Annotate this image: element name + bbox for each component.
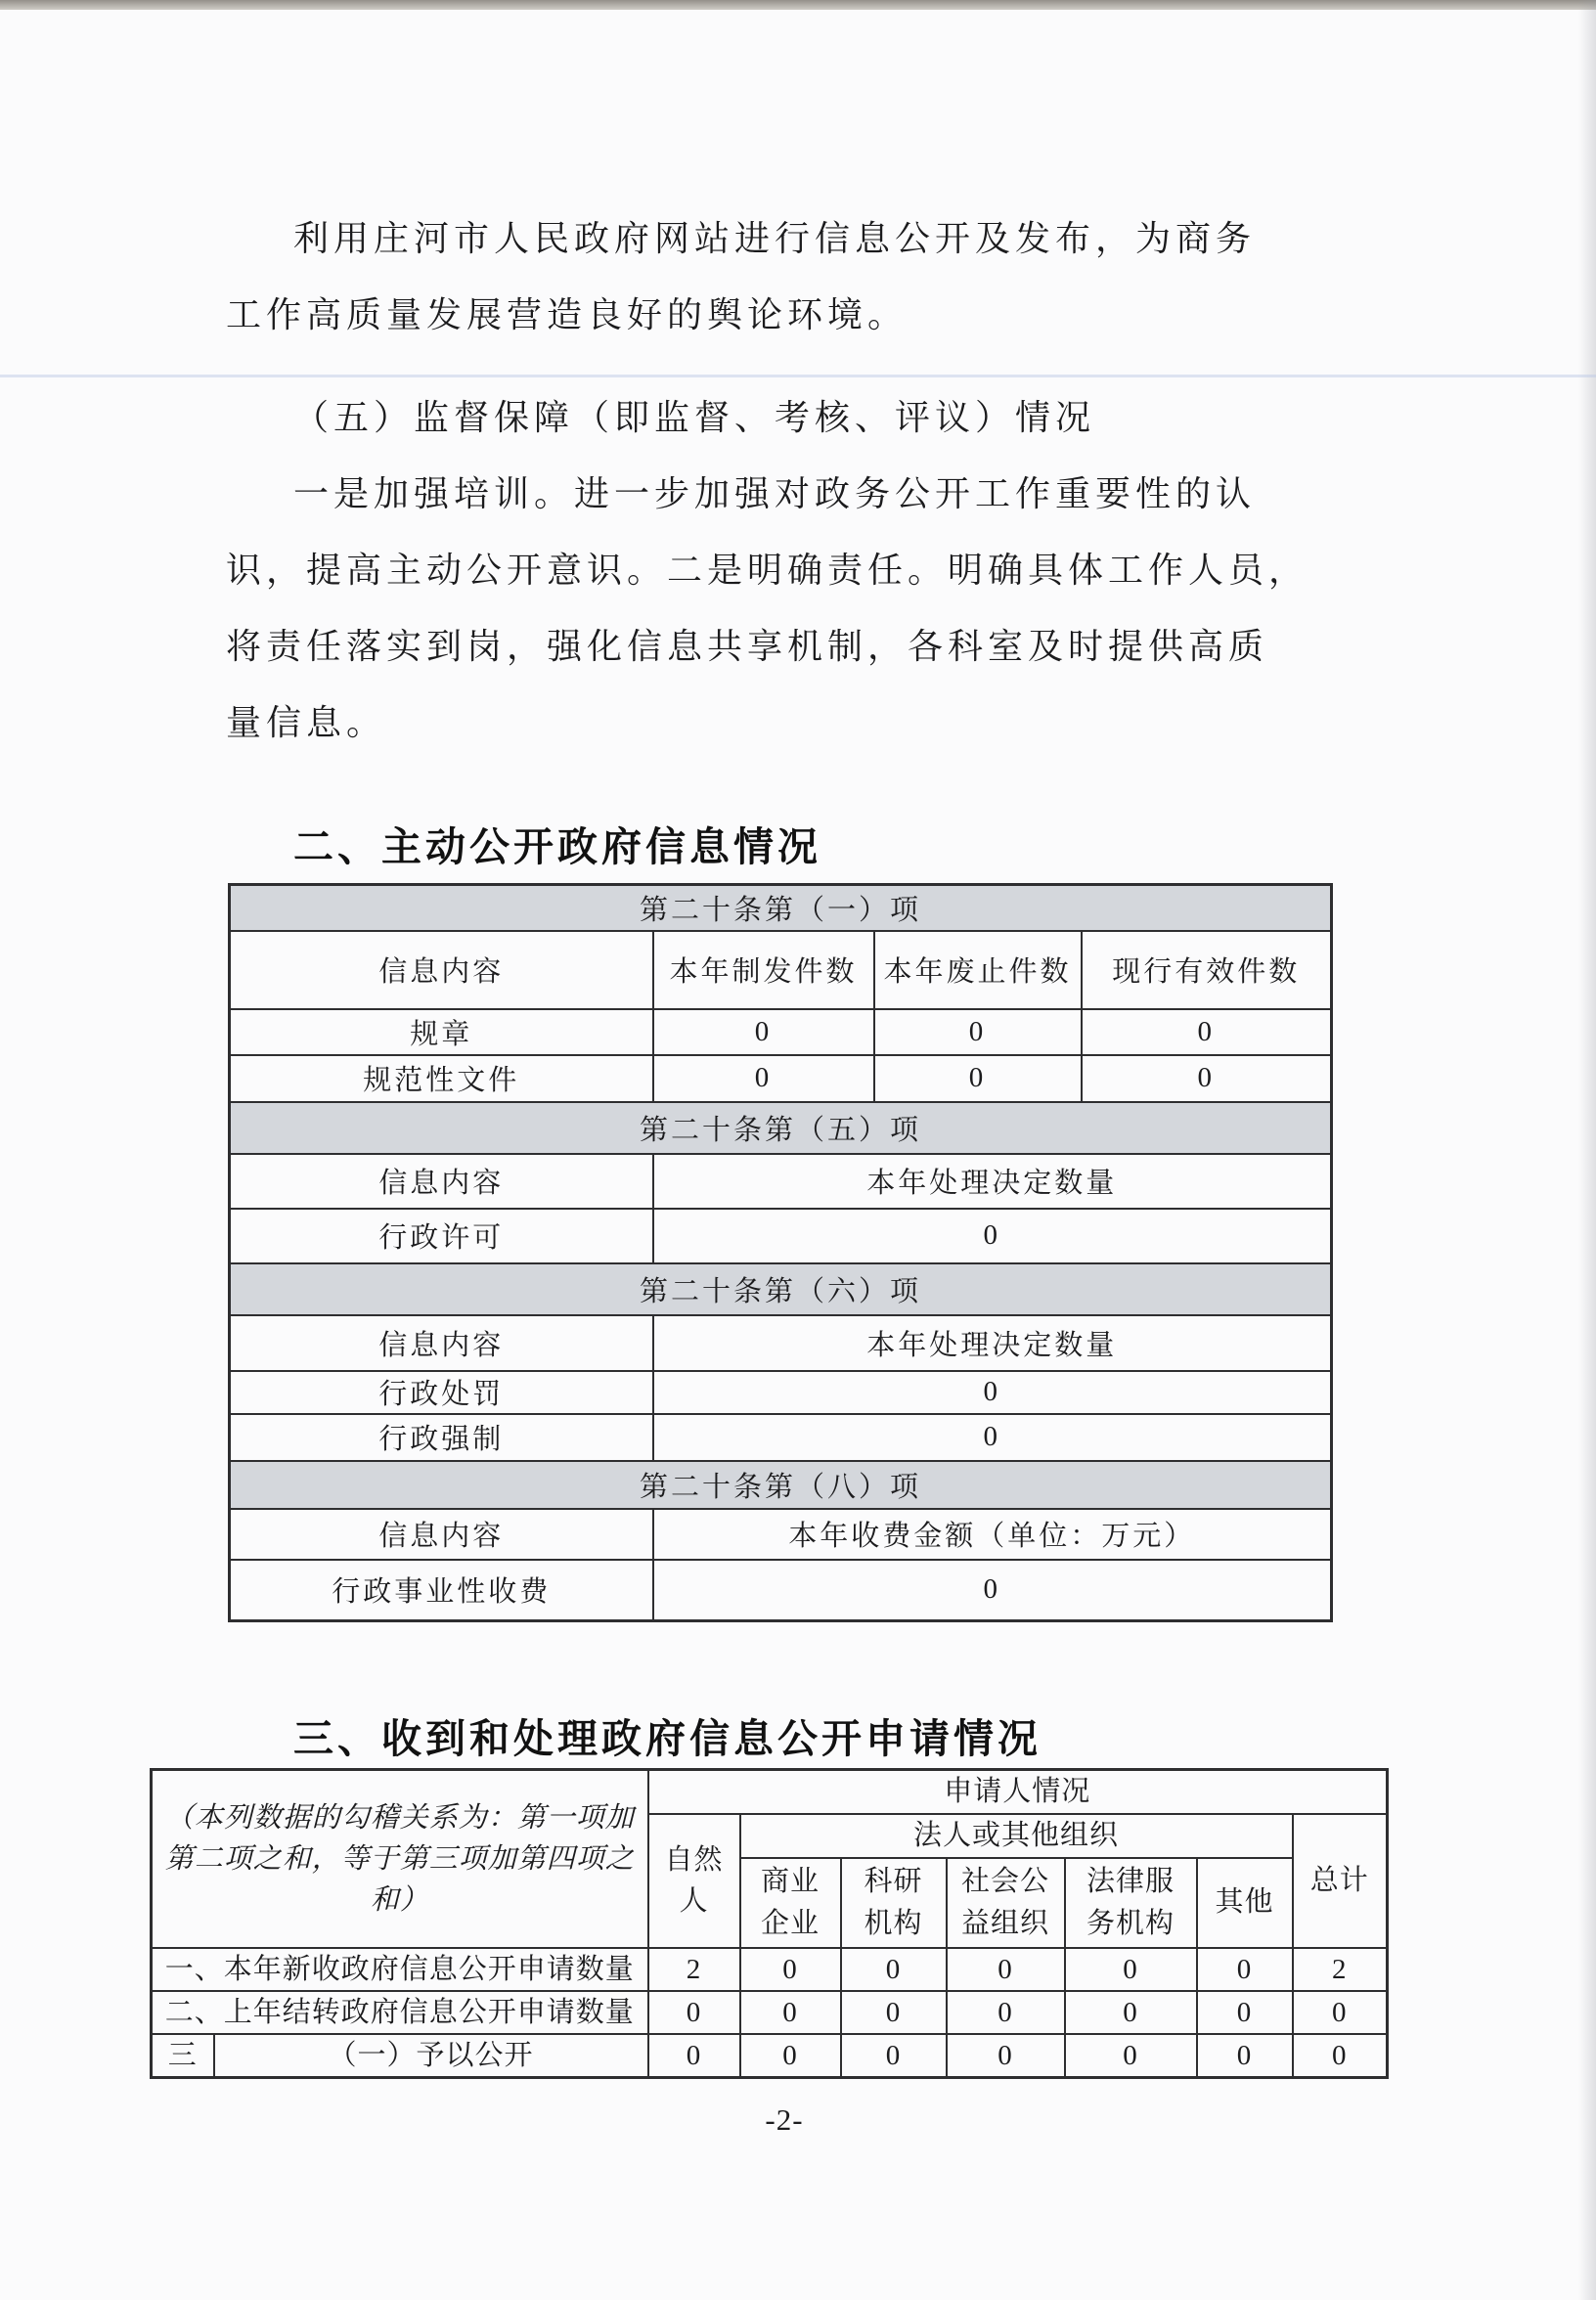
column-header: 本年制发件数 xyxy=(653,931,874,1009)
header-line: 商业 xyxy=(761,1866,820,1898)
table-row xyxy=(230,931,1332,1009)
table-row xyxy=(152,1770,1388,1814)
table-row xyxy=(230,1461,1332,1509)
value-cell: 0 xyxy=(653,1009,874,1055)
value-cell: 0 xyxy=(653,1055,874,1102)
header-line: 务机构 xyxy=(1086,1907,1175,1939)
table-row xyxy=(230,1315,1332,1371)
header-line: 自然 xyxy=(664,1843,724,1876)
row-label: 规范性文件 xyxy=(230,1055,653,1102)
table-row xyxy=(230,1102,1332,1154)
value-cell: 0 xyxy=(874,1055,1082,1102)
row-prefix: 三 xyxy=(152,2034,214,2078)
row-label: 二、上年结转政府信息公开申请数量 xyxy=(152,1991,648,2034)
value-cell: 0 xyxy=(841,2034,947,2078)
row-label: 行政许可 xyxy=(230,1209,653,1263)
table-row xyxy=(152,1948,1388,1991)
section3-heading: 三、收到和处理政府信息公开申请情况 xyxy=(293,1716,1042,1761)
column-header: 信息内容 xyxy=(230,1154,653,1209)
header-line: 机构 xyxy=(864,1907,923,1939)
row-label: 一、本年新收政府信息公开申请数量 xyxy=(152,1948,648,1991)
body-line: 一是加强培训。进一步加强对政务公开工作重要性的认 xyxy=(293,474,1257,513)
table-row xyxy=(230,1414,1332,1461)
table-row xyxy=(230,1154,1332,1209)
value-cell: 0 xyxy=(740,1991,841,2034)
value-cell: 0 xyxy=(947,1991,1065,2034)
value-cell: 0 xyxy=(1065,1991,1197,2034)
value-cell: 0 xyxy=(1065,2034,1197,2078)
body-line: 识，提高主动公开意识。二是明确责任。明确具体工作人员， xyxy=(226,551,1309,590)
column-header: 本年处理决定数量 xyxy=(653,1154,1332,1209)
value-cell: 0 xyxy=(947,1948,1065,1991)
column-header: 信息内容 xyxy=(230,1315,653,1371)
value-cell: 0 xyxy=(740,2034,841,2078)
row-label: 行政强制 xyxy=(230,1414,653,1461)
value-cell: 0 xyxy=(653,1560,1332,1621)
table-row xyxy=(230,1009,1332,1055)
scan-right-edge xyxy=(1578,0,1596,2300)
table-row xyxy=(230,1209,1332,1263)
table-row xyxy=(230,1263,1332,1315)
column-header: 信息内容 xyxy=(230,931,653,1009)
column-header xyxy=(740,1858,841,1948)
value-cell: 0 xyxy=(841,1948,947,1991)
note-cell xyxy=(152,1770,648,1948)
column-header: 本年收费金额（单位：万元） xyxy=(653,1509,1332,1560)
header-line: 人 xyxy=(679,1885,709,1917)
row-label: 行政处罚 xyxy=(230,1371,653,1414)
column-header xyxy=(841,1858,947,1948)
body-line: 利用庄河市人民政府网站进行信息公开及发布，为商务 xyxy=(293,219,1257,258)
table-row xyxy=(152,1991,1388,2034)
row-label: （一）予以公开 xyxy=(214,2034,648,2078)
value-cell: 0 xyxy=(1197,1948,1293,1991)
value-cell: 0 xyxy=(653,1371,1332,1414)
header-line: 社会公 xyxy=(961,1866,1050,1898)
applications-table xyxy=(150,1768,1389,2079)
value-cell: 0 xyxy=(841,1991,947,2034)
body-line: 工作高质量发展营造良好的舆论环境。 xyxy=(226,295,909,334)
column-header: 信息内容 xyxy=(230,1509,653,1560)
value-cell: 0 xyxy=(1065,1948,1197,1991)
scan-top-edge xyxy=(0,0,1596,10)
column-header xyxy=(947,1858,1065,1948)
value-cell: 0 xyxy=(1293,1991,1388,2034)
proactive-disclosure-table xyxy=(228,883,1333,1622)
column-header-total: 总计 xyxy=(1293,1814,1388,1948)
body-line: 将责任落实到岗，强化信息共享机制，各科室及时提供高质 xyxy=(226,627,1269,666)
value-cell: 2 xyxy=(1293,1948,1388,1991)
column-header: 本年处理决定数量 xyxy=(653,1315,1332,1371)
table-row xyxy=(230,1509,1332,1560)
table-row xyxy=(152,2034,1388,2078)
column-header-natural-person xyxy=(648,1814,740,1948)
column-header-legal-org: 法人或其他组织 xyxy=(740,1814,1293,1858)
value-cell: 0 xyxy=(648,2034,740,2078)
table-row xyxy=(230,1560,1332,1621)
scan-artifact-line xyxy=(0,375,1596,377)
column-header: 本年废止件数 xyxy=(874,931,1082,1009)
value-cell: 0 xyxy=(947,2034,1065,2078)
table-row xyxy=(230,885,1332,931)
value-cell: 0 xyxy=(653,1414,1332,1461)
band-article20-item6: 第二十条第（六）项 xyxy=(230,1263,1332,1315)
row-label: 行政事业性收费 xyxy=(230,1560,653,1621)
value-cell: 0 xyxy=(874,1009,1082,1055)
applicant-header: 申请人情况 xyxy=(648,1770,1388,1814)
body-line: 量信息。 xyxy=(226,703,387,742)
band-article20-item5: 第二十条第（五）项 xyxy=(230,1102,1332,1154)
page-number: -2- xyxy=(765,2102,804,2137)
column-header xyxy=(1197,1858,1293,1948)
body-line: （五）监督保障（即监督、考核、评议）情况 xyxy=(293,398,1096,437)
value-cell: 0 xyxy=(653,1209,1332,1263)
header-line: 法律服 xyxy=(1086,1866,1175,1898)
header-line: 企业 xyxy=(761,1907,820,1939)
note-line: 第二项之和，等于第三项加第四项之 xyxy=(164,1842,635,1875)
note-line: 和） xyxy=(370,1883,429,1916)
value-cell: 0 xyxy=(1293,2034,1388,2078)
value-cell: 0 xyxy=(1197,1991,1293,2034)
band-article20-item8: 第二十条第（八）项 xyxy=(230,1461,1332,1509)
column-header xyxy=(1065,1858,1197,1948)
header-line: 其他 xyxy=(1215,1886,1274,1919)
note-line: （本列数据的勾稽关系为：第一项加 xyxy=(164,1801,635,1834)
section2-heading: 二、主动公开政府信息情况 xyxy=(293,824,821,869)
table-row xyxy=(230,1055,1332,1102)
column-header: 现行有效件数 xyxy=(1082,931,1332,1009)
value-cell: 0 xyxy=(648,1991,740,2034)
value-cell: 0 xyxy=(740,1948,841,1991)
band-article20-item1: 第二十条第（一）项 xyxy=(230,885,1332,931)
row-label: 规章 xyxy=(230,1009,653,1055)
value-cell: 2 xyxy=(648,1948,740,1991)
header-line: 科研 xyxy=(864,1866,923,1898)
header-line: 益组织 xyxy=(961,1907,1050,1939)
value-cell: 0 xyxy=(1197,2034,1293,2078)
value-cell: 0 xyxy=(1082,1055,1332,1102)
value-cell: 0 xyxy=(1082,1009,1332,1055)
table-row xyxy=(230,1371,1332,1414)
